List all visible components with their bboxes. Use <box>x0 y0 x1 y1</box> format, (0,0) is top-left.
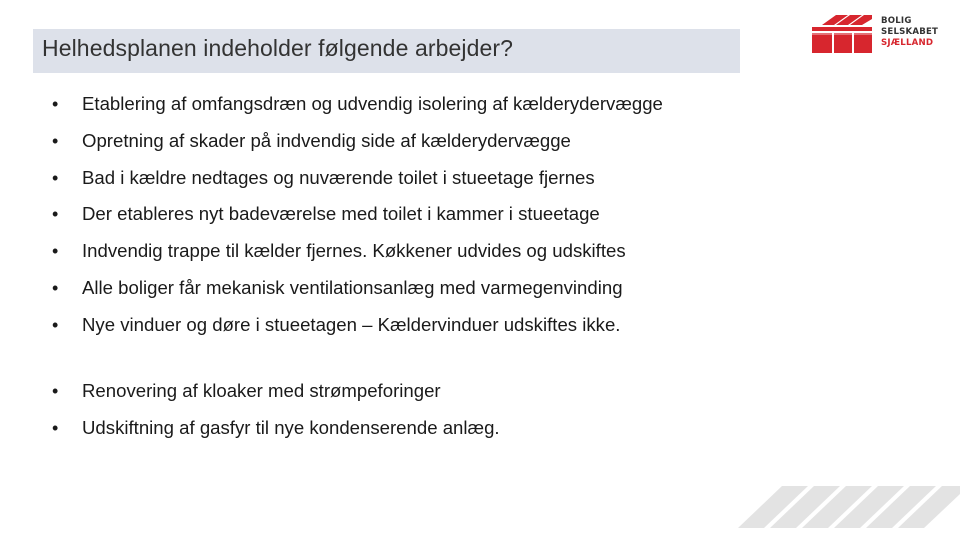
list-item-text: Alle boliger får mekanisk ventilationsanlæg med varmegenvinding <box>82 276 623 298</box>
list-item-text: Nye vinduer og døre i stueetagen – Kældervinduer udskiftes ikke. <box>82 313 621 335</box>
list-item-text: Renovering af kloaker med strømpeforinger <box>82 380 441 401</box>
list-item-text: Der etableres nyt badeværelse med toilet i kammer i stueetage <box>82 203 600 225</box>
list-item <box>52 270 663 307</box>
bullet-icon: • <box>52 167 59 188</box>
bullet-icon: • <box>52 130 59 151</box>
list-item <box>52 373 500 410</box>
bullet-icon: • <box>52 204 59 225</box>
logo-line-2: SELSKABET <box>881 27 939 37</box>
slide-title: Helhedsplanen indeholder følgende arbejder? <box>33 29 740 73</box>
list-item-text: Udskiftning af gasfyr til nye kondenserende anlæg. <box>82 416 500 438</box>
striped-roof-watermark-icon <box>738 486 960 530</box>
list-item-text: Indvendig trappe til kælder fjernes. Køkkener udvides og udskiftes <box>82 240 626 262</box>
list-item <box>52 86 663 123</box>
bullet-icon: • <box>52 381 59 401</box>
bullet-icon: • <box>52 241 59 262</box>
additional-work-items-list <box>52 373 500 447</box>
list-item-text: Opretning af skader på indvendig side af kælderydervægge <box>82 129 571 151</box>
list-item-text: Bad i kældre nedtages og nuværende toilet i stueetage fjernes <box>82 166 595 188</box>
list-item-text: Etablering af omfangsdræn og udvendig isolering af kælderydervægge <box>82 93 663 114</box>
work-items-list <box>52 86 663 344</box>
company-logo-text <box>881 16 938 49</box>
bullet-icon: • <box>52 417 59 438</box>
logo-line-3: SJÆLLAND <box>881 38 934 48</box>
list-item <box>52 196 663 233</box>
list-item <box>52 160 663 197</box>
list-item <box>52 233 663 270</box>
list-item <box>52 307 663 344</box>
bullet-icon: • <box>52 314 59 335</box>
house-roof-logo-icon <box>810 14 874 56</box>
logo-line-1: BOLIG <box>881 16 912 26</box>
list-item <box>52 410 500 447</box>
bullet-icon: • <box>52 94 59 114</box>
bullet-icon: • <box>52 277 59 298</box>
list-item <box>52 123 663 160</box>
